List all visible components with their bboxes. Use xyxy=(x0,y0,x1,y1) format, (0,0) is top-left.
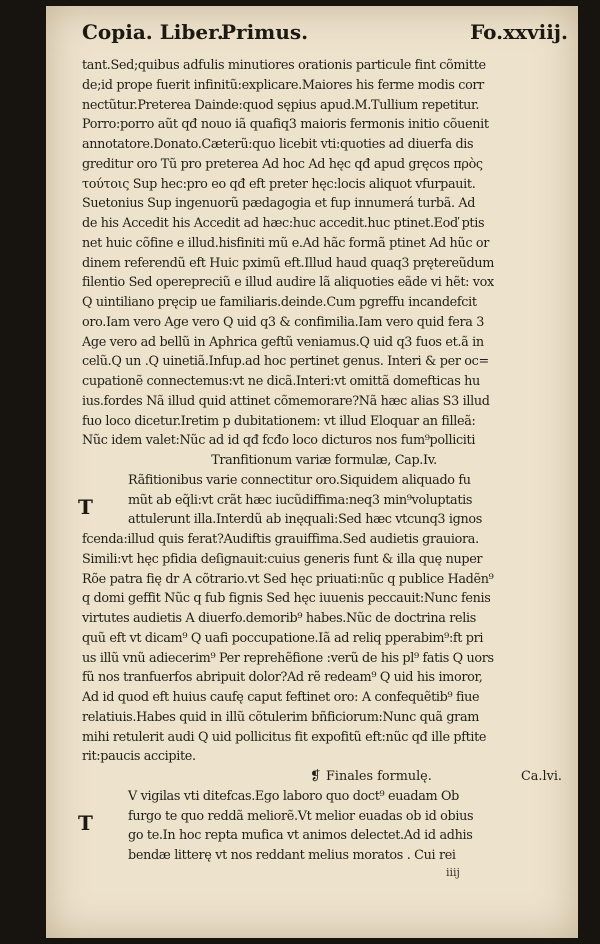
text-line: rit:paucis accipite. xyxy=(82,749,196,765)
finales-heading-row xyxy=(82,767,566,787)
text-line: us illũ vnũ adiecerim⁹ Per reprehẽfione :verũ de his pl⁹ fatis Q uors xyxy=(82,650,494,666)
finales-chapter: Ca.lvi. xyxy=(521,769,562,784)
text-line: mihi retulerit audi Q uid pollicitus fit expofitũ eft:nũc qđ ille pftite xyxy=(82,729,487,745)
drop-cap-initial-2: T xyxy=(78,810,93,835)
main-text-block xyxy=(82,56,566,451)
text-line: fũ nos tranfuerfos abripuit dolor?Ad rẽ redeam⁹ Q uid his imoror, xyxy=(82,670,483,686)
text-line: fcenda:illud quis ferat?Audiftis grauiffima.Sed audietis grauiora. xyxy=(82,532,479,547)
text-line: furgo te quo reddã meliorẽ.Vt melior euadas ob id obius xyxy=(128,808,474,824)
text-line: tant.Sed;quibus adfulis minutiores orationis particule fint cõmitte xyxy=(82,58,486,73)
text-line: Q uintiliano pręcip ue familiaris.deinde.Cum pgreffu incandefcit xyxy=(82,295,477,310)
text-line: greditur oro Tũ pro preterea Ad hoc Ad hęc qđ apud gręcos πρὸς xyxy=(82,156,483,172)
text-line: relatiuis.Habes quid in illũ cõtulerim bñficiorum:Nunc quã gram xyxy=(82,709,480,725)
book-page xyxy=(46,6,578,938)
text-line: Nũc idem valet:Nũc ad id qđ fcđo loco dicturos nos fum⁹polliciti xyxy=(82,433,476,449)
text-line: celũ.Q un .Q uinetiã.Infup.ad hoc pertinet genus. Interi & per oc= xyxy=(82,354,489,370)
signature-mark: iiij xyxy=(446,866,460,879)
text-line: de;id prope fuerit infinitũ:explicare.Maiores his ferme modis corr xyxy=(82,77,484,93)
text-line: annotatore.Donato.Cæterũ:quo licebit vti:quoties ad diuerfa dis xyxy=(82,137,474,152)
text-line: Simili:vt hęc pfidia deſignauit:cuius generis funt & illa quę nuper xyxy=(82,551,483,567)
finales-heading: Finales formulę. xyxy=(326,769,432,784)
finales-text-block xyxy=(78,787,566,866)
text-line: filentio Sed operepreciũ e illud audire lã aliquoties eãde vi hẽt: vox xyxy=(82,275,494,291)
text-line: mũt ab eq̃li:vt crãt hæc iucũdiffima:neq3 min⁹voluptatis xyxy=(128,492,473,508)
text-line: dinem referendũ eft Huic pximũ eft.Illud haud quaq3 prętereũdum xyxy=(82,255,495,271)
text-line: ius.fordes Nã illud quid attinet cõmemorare?Nã hæc alias S3 illud xyxy=(82,393,490,409)
text-line: de his Accedit his Accedit ad hæc:huc accedit.huc ptinet.Eoď ptis xyxy=(82,216,485,231)
drop-cap-initial: T xyxy=(78,494,93,519)
text-line: go te.In hoc repta mufica vt animos delectet.Ad id adhis xyxy=(128,828,473,844)
text-line: quũ eft vt dicam⁹ Q uafi poccupatione.Iã ad reliq pperabim⁹:ft pri xyxy=(82,630,484,646)
text-line: attulerunt illa.Interdũ ab inęquali:Sed hæc vtcunq3 ignos xyxy=(128,512,482,528)
text-line: Rãfitionibus varie connectitur oro.Siquidem aliquado fu xyxy=(128,472,471,488)
text-body xyxy=(78,56,566,866)
text-line: cupationẽ connectemus:vt ne dicã.Interi:vt omittã domefticas hu xyxy=(82,374,480,389)
text-line: Suetonius Sup ingenuorũ pædagogia et fup innumerá turbã. Ad xyxy=(82,196,476,212)
text-line: Rõe patra fię dr A cõtrario.vt Sed hęc priuati:nũc q publice Hadẽn⁹ xyxy=(82,571,494,587)
text-line: bendæ litterę vt nos reddant melius moratos . Cui rei xyxy=(128,848,456,863)
text-line: τούτοις Sup hec:pro eo qđ eft preter hęc:locis aliquot vfurpauit. xyxy=(82,176,476,192)
header-title: Copia. Liber. xyxy=(82,20,224,44)
text-line: Porro:porro aũt qđ nouo iã quafiq3 maioris fermonis initio cõuenit xyxy=(82,117,489,133)
folio-number: Fo.xxviij. xyxy=(470,20,568,44)
text-line: net huic cõfine e illud.hisfiniti mũ e.Ad hãc formã ptinet Ad hũc or xyxy=(82,235,489,251)
section-text-block xyxy=(78,471,566,767)
text-line: Ad id quod eft huius caufę caput feftinet oro: A confequẽtib⁹ fiue xyxy=(82,690,480,705)
text-line: Age vero ad bellũ in Aphrica geftũ veniamus.Q uid q3 fuos et.ã in xyxy=(82,334,484,350)
text-line: nectũtur.Preterea Dainde:quod sępius apud.M.Tullium repetitur. xyxy=(82,97,480,113)
pilcrow-icon: ❡ xyxy=(310,769,321,784)
text-line: fuo loco dicetur.Iretim p dubitationem: vt illud Eloquar an filleã: xyxy=(82,413,476,429)
section-heading: Tranfitionum variæ formulæ, Cap.Iv. xyxy=(211,453,437,468)
text-line: oro.Iam vero Age vero Q uid q3 & confimilia.Iam vero quid fera 3 xyxy=(82,314,485,330)
text-line: V vigilas vti ditefcas.Ego laboro quo doct⁹ euadam Ob xyxy=(128,788,459,804)
text-line: q domi geffit Nũc q fub fignis Sed hęc iuuenis peccauit:Nunc fenis xyxy=(82,591,491,607)
running-header xyxy=(82,20,568,50)
header-book: Primus. xyxy=(221,20,309,44)
text-line: virtutes audietis A diuerfo.demorib⁹ habes.Nũc de doctrina relis xyxy=(82,611,476,626)
